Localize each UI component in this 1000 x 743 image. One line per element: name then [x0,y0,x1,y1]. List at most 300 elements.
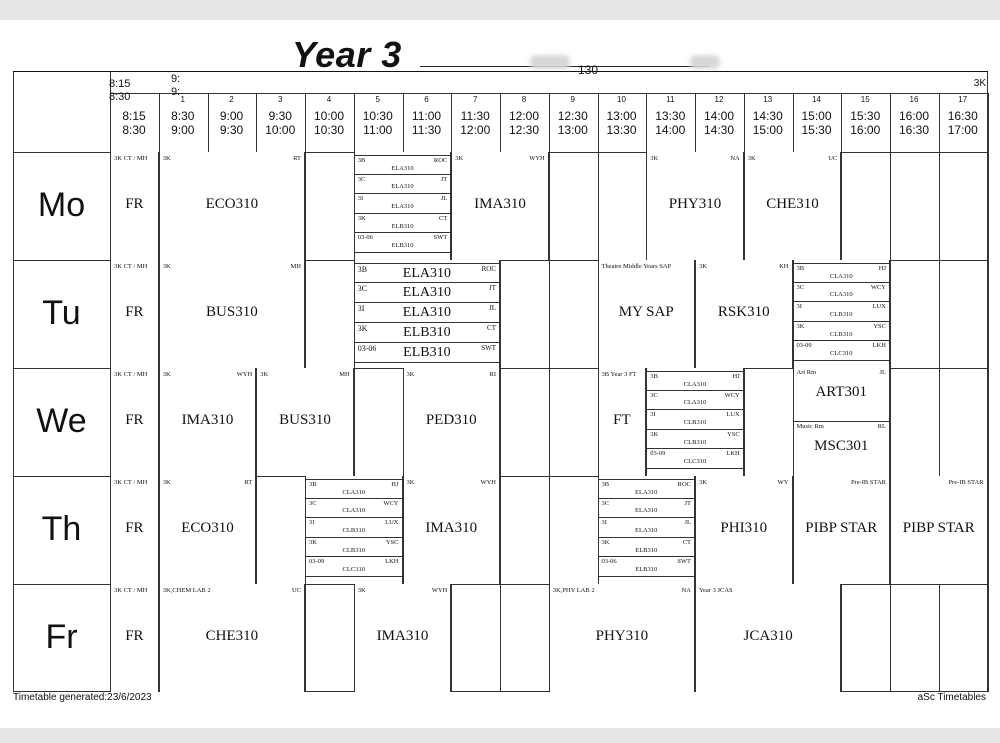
group-teacher: LUX [385,519,399,527]
split-lesson-cell[interactable] [354,152,452,260]
class-room-label: Year 3 JCAS [699,587,733,594]
subject-name: FR [125,412,144,428]
period-end: 10:00 [265,123,296,137]
period-end: 9:00 [171,123,195,137]
subject-name: PIBP STAR [902,520,975,536]
subject-name: CHE310 [766,196,819,212]
lesson-group[interactable] [355,323,499,343]
lesson-group[interactable] [794,341,890,361]
group-subject: ELA310 [402,285,451,300]
class-room-label: 3K [162,155,171,162]
subject-name: FR [125,520,144,536]
lesson-cell[interactable] [744,152,842,260]
period-start: 14:00 [703,109,735,123]
group-class: 3C [309,499,317,507]
period-number: 6 [424,95,429,104]
group-subject: ELA310 [635,507,658,515]
subject-name: ART301 [815,384,868,400]
blurred-region [530,55,570,69]
class-room-label: 3K [260,371,269,378]
lesson-cell[interactable] [695,260,793,368]
group-teacher: ROC [433,157,448,164]
header-note: 9: [171,73,181,85]
period-number: 5 [375,95,380,104]
subject-name: FR [125,304,144,320]
group-class: 3K [650,430,659,438]
subject-name: PHI310 [720,520,768,536]
grid-column-line [939,93,940,692]
lesson-cell[interactable] [451,152,549,260]
lesson-cell[interactable] [695,584,841,692]
day-label: Tu [42,294,81,332]
lesson-group[interactable] [647,430,743,450]
group-class: 3K [796,322,805,330]
period-start: 10:30 [362,109,393,123]
lesson-group[interactable] [355,283,499,303]
period-number: 13 [763,95,773,104]
group-teacher: CT [438,214,448,222]
teacher-code: UC [291,587,301,594]
class-room-label: 3K CT / MH [114,155,148,162]
period-end: 12:30 [508,123,540,137]
group-class: 03-09 [650,450,666,458]
teacher-code: UC [828,155,838,162]
period-end: 17:00 [947,123,978,137]
class-room-label: 3K [406,371,415,378]
period-time [793,109,841,137]
timetable-grid [13,71,988,692]
teacher-code: Pre-IB STAR [850,479,886,486]
period-start: 8:30 [171,109,195,123]
class-room-label: 3K [162,371,171,378]
lesson-group[interactable] [355,303,499,323]
group-class: 03-06 [601,558,617,566]
class-room-label: 3K [406,479,415,486]
subject-name: PHY310 [668,196,722,212]
lesson-group[interactable] [306,518,402,538]
lesson-group[interactable] [647,410,743,430]
lesson-group[interactable] [355,194,451,214]
lesson-cell[interactable] [110,476,159,584]
period-number: 7 [473,95,478,104]
period-end: 16:00 [850,123,881,137]
group-class: 3I [357,304,365,313]
period-number: 10 [617,95,626,104]
period-end: 16:30 [898,123,930,137]
subject-name: RSK310 [717,304,770,320]
subject-name: IMA310 [376,628,429,644]
group-teacher: SWT [677,558,691,566]
day-label: Fr [45,618,78,656]
period-number: 16 [909,95,919,104]
group-subject: CLB310 [830,310,853,318]
subject-name: MSC301 [814,438,869,454]
group-teacher: LKH [385,558,399,566]
group-class: 3C [796,283,805,291]
period-start: 12:30 [557,109,588,123]
period-start: 14:30 [752,109,783,123]
lesson-cell[interactable] [159,152,305,260]
group-class: 3K [357,324,368,333]
class-room-label: Theatre Middle Years SAP [601,263,672,270]
group-teacher: JT [489,284,496,292]
period-start: 12:00 [508,109,540,123]
period-time [744,109,792,137]
lesson-cell[interactable] [110,260,159,368]
lesson-cell[interactable] [110,368,159,476]
teacher-code: NA [681,587,691,594]
period-time [695,109,743,137]
lesson-group[interactable] [306,557,402,577]
lesson-group[interactable] [355,214,451,234]
group-teacher: JT [684,499,691,507]
subject-name: ECO310 [205,196,259,212]
teacher-code: RI [489,371,496,378]
group-subject: ELB310 [635,566,658,574]
group-class: 3K [357,214,366,222]
split-lesson-cell[interactable] [305,476,403,584]
lesson-group[interactable] [306,479,402,499]
period-end: 15:00 [752,123,783,137]
group-teacher: JT [440,175,448,183]
teacher-code: WYH [236,371,253,378]
grid-border-left [13,72,14,692]
group-teacher: WCY [724,391,740,399]
teacher-code: WYH [529,155,545,162]
period-time [354,109,402,137]
period-end: 14:30 [703,123,735,137]
group-class: 3I [650,411,656,419]
period-start: 11:30 [460,109,490,123]
lesson-half[interactable] [794,422,890,476]
lesson-group[interactable] [647,391,743,411]
class-room-label: 3B Year 3 FT [601,371,637,378]
class-room-label: 3K CT / MH [114,371,148,378]
group-class: 03-09 [309,558,325,566]
grid-column-line [988,93,989,692]
group-subject: CLA310 [342,488,366,496]
teacher-code: WYH [431,587,448,594]
footer-generated: Timetable generated:23/6/2023 [13,692,152,703]
period-number: 12 [714,95,724,104]
group-class: 3I [309,519,315,527]
group-teacher: JL [440,195,448,203]
period-end: 11:00 [363,123,393,137]
group-class: 3K [601,538,610,546]
lesson-cell[interactable] [403,368,501,476]
group-class: 3B [601,481,610,488]
lesson-cell[interactable] [354,584,452,692]
subject-name: FT [613,412,631,428]
lesson-cell[interactable] [549,584,695,692]
lesson-cell[interactable] [695,476,793,584]
group-teacher: JL [684,519,691,527]
group-subject: CLC310 [830,350,853,358]
period-end: 8:30 [122,123,146,137]
teacher-code: KH [779,263,789,270]
lesson-group[interactable] [355,263,499,283]
group-subject: CLA310 [683,380,707,388]
group-subject: CLA310 [342,507,366,515]
subject-name: FR [125,196,144,212]
subject-name: IMA310 [474,196,526,212]
lesson-group[interactable] [599,479,695,499]
group-subject: ELB310 [391,222,414,230]
day-label: Mo [37,186,86,224]
group-subject: CLB310 [830,330,853,338]
group-class: 3C [601,499,610,507]
group-teacher: LKH [726,450,740,458]
teacher-code: Pre-IB STAR [948,479,984,486]
subject-name: PIBP STAR [805,520,878,536]
group-subject: ELA310 [402,266,451,281]
lesson-cell[interactable] [598,260,696,368]
room-label: Music Rm [796,423,824,430]
group-class: 03-09 [796,342,812,350]
period-start: 11:00 [411,109,442,123]
teacher-code: RT [244,479,253,486]
group-teacher: SWT [433,234,448,242]
period-number: 3 [278,95,283,104]
group-teacher: SWT [481,344,496,352]
period-number: 2 [229,95,234,104]
subject-name: FR [125,628,144,644]
header-note: 8:15 [109,78,131,90]
group-teacher: LUX [872,303,886,311]
period-time [646,109,694,137]
split-lesson-cell[interactable] [598,476,696,584]
teacher-code: WYH [480,479,496,486]
class-room-label: 3K [699,479,707,486]
period-number: 15 [860,95,870,104]
period-start: 8:15 [122,109,146,123]
period-number: 4 [326,95,332,104]
period-end: 14:00 [655,123,686,137]
group-teacher: YSC [873,322,886,330]
period-time [890,109,938,137]
grid-column-line [890,93,891,692]
group-subject: CLA310 [683,399,707,407]
group-class: 3C [357,175,366,183]
period-time [305,109,353,137]
group-teacher: HJ [878,265,886,272]
group-subject: CLC310 [342,566,365,574]
group-teacher: YSC [385,538,399,546]
lesson-group[interactable] [355,233,451,253]
subject-name: PED310 [425,412,477,428]
period-end: 11:30 [411,123,442,137]
subject-name: BUS310 [279,412,331,428]
period-start: 16:30 [947,109,978,123]
group-subject: CLB310 [342,526,365,534]
lesson-group[interactable] [794,283,890,303]
lesson-cell[interactable] [159,260,305,368]
class-room-label: 3K [455,155,464,162]
split-lesson-cell[interactable] [354,260,500,368]
period-end: 13:30 [606,123,637,137]
period-time [159,109,207,137]
group-class: 3B [650,373,658,380]
lesson-group[interactable] [599,538,695,558]
group-teacher: LKH [872,342,886,350]
lesson-group[interactable] [306,538,402,558]
group-teacher: YSC [727,430,740,438]
group-class: 3I [796,303,802,311]
period-time [110,109,158,137]
day-label: We [36,402,87,440]
group-subject: ELA310 [391,183,414,191]
header-note: 8:30 [109,91,131,103]
lesson-cell[interactable] [403,476,501,584]
group-teacher: HJ [732,373,740,380]
lesson-group[interactable] [647,371,743,391]
period-start: 13:30 [655,109,686,123]
group-teacher: WCY [383,499,399,507]
period-time [598,109,646,137]
subject-name: BUS310 [206,304,258,320]
group-subject: CLC310 [683,458,707,466]
period-number: 11 [666,95,675,104]
period-end: 12:00 [460,123,491,137]
lesson-cell[interactable] [159,584,305,692]
period-number: 14 [812,95,821,104]
split-lesson-cell[interactable] [793,260,891,368]
group-subject: ELA310 [635,526,658,534]
blurred-region [690,55,720,69]
lesson-group[interactable] [794,263,890,283]
period-number: 1 [180,95,185,104]
room-label: Art Rm [796,369,817,376]
group-subject: ELB310 [635,546,658,554]
group-subject: ELB310 [403,325,451,340]
teacher-code: MH [290,263,301,270]
group-subject: CLB310 [683,438,707,446]
group-class: 03-06 [357,234,373,242]
lesson-group[interactable] [355,343,499,363]
class-room-label: 3K [162,479,171,486]
subject-name: IMA310 [181,412,234,428]
class-room-label: 3K [162,263,171,270]
group-subject: ELB310 [391,242,414,250]
teacher-code: JL [879,369,886,376]
class-room-label: 3K [650,155,659,162]
group-subject: ELA310 [391,202,414,210]
period-end: 13:00 [557,123,588,137]
lesson-cell[interactable] [598,368,647,476]
class-room-label: 3K [699,263,707,270]
lesson-cell[interactable] [793,476,891,584]
lesson-cell[interactable] [890,476,988,584]
group-subject: ELA310 [402,305,451,320]
lesson-group[interactable] [355,175,451,195]
class-room-label: 3K,CHEM LAB 2 [162,587,211,594]
group-teacher: LUX [726,411,740,419]
lesson-cell[interactable] [110,152,159,260]
lesson-cell[interactable] [646,152,744,260]
period-time [500,109,548,137]
period-end: 9:30 [219,123,244,137]
group-class: 3C [650,391,658,399]
period-start: 13:00 [606,109,637,123]
lesson-cell[interactable] [110,584,159,692]
lesson-cell[interactable] [256,368,354,476]
subject-name: JCA310 [743,628,793,644]
lesson-group[interactable] [599,499,695,519]
teacher-code: MH [339,371,350,378]
group-subject: CLB310 [683,418,707,426]
lesson-group[interactable] [355,155,451,175]
class-room-label: 3K [747,155,756,162]
period-time [939,109,987,137]
lesson-group[interactable] [794,322,890,342]
lesson-group[interactable] [794,302,890,322]
lesson-group[interactable] [306,499,402,519]
period-end: 10:30 [313,123,345,137]
group-subject: CLB310 [342,546,365,554]
group-class: 3B [309,481,317,488]
subject-name: PHY310 [595,628,649,644]
teacher-code: RL [877,423,886,430]
class-room-label: 3K CT / MH [114,263,148,270]
period-time [451,109,499,137]
group-subject: ELA310 [635,488,658,496]
period-start: 15:00 [801,109,832,123]
group-subject: CLA310 [829,291,853,299]
teacher-code: NA [730,155,740,162]
footer-brand: aSc Timetables [917,692,986,703]
group-teacher: ROC [677,481,691,488]
group-class: 3B [357,157,366,164]
title-mark: 130 [578,63,599,77]
subject-name: CHE310 [205,628,259,644]
group-class: 3I [357,195,364,203]
split-lesson-cell[interactable] [646,368,744,476]
period-end: 15:30 [801,123,832,137]
group-class: 3K [309,538,317,546]
split-lesson-cell[interactable] [793,368,891,476]
lesson-half[interactable] [794,368,890,422]
period-start: 10:00 [313,109,345,123]
period-number: 9 [570,95,575,104]
group-class: 3I [601,519,607,527]
day-label: Th [41,510,82,548]
lesson-cell[interactable] [159,476,257,584]
lesson-group[interactable] [599,518,695,538]
period-time [403,109,451,137]
lesson-cell[interactable] [159,368,257,476]
group-class: 3B [796,265,805,272]
group-subject: ELB310 [403,345,451,360]
subject-name: IMA310 [425,520,478,536]
group-class: 03-06 [357,344,377,353]
period-start: 16:00 [898,109,930,123]
group-subject: ELA310 [391,164,414,172]
lesson-group[interactable] [599,557,695,577]
teacher-code: WY [777,479,789,486]
class-room-label: 3K CT / MH [114,479,148,486]
group-teacher: JL [489,304,496,312]
period-time [256,109,304,137]
lesson-group[interactable] [647,449,743,469]
class-label: 3K [973,78,986,89]
period-start: 9:30 [268,109,292,123]
group-teacher: ROC [481,265,496,273]
teacher-code: RT [293,155,301,162]
group-teacher: CT [487,324,496,332]
period-start: 9:00 [219,109,244,123]
period-number: 8 [521,95,527,104]
period-number: 17 [958,95,968,104]
